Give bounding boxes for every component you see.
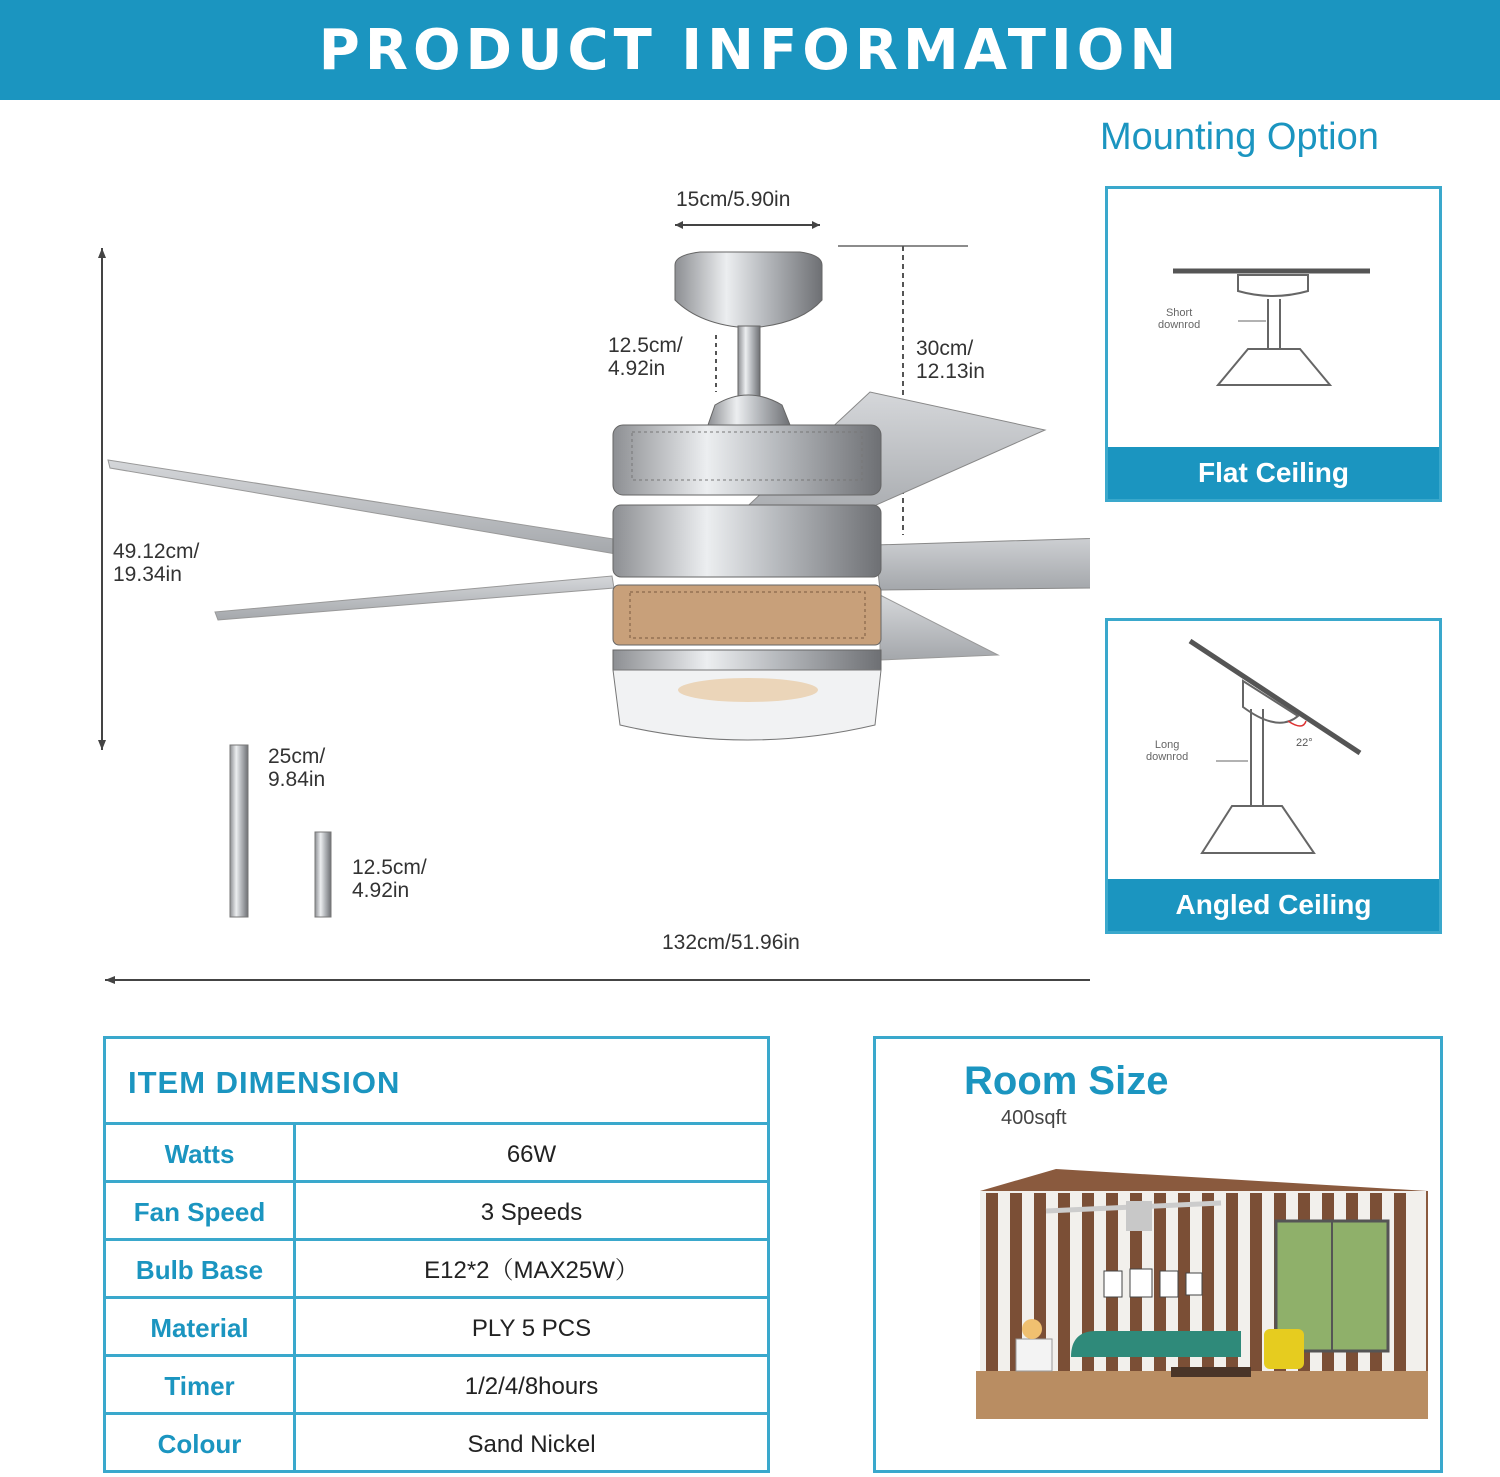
long-rod-label: 25cm/ 9.84in [268,745,326,791]
room-illustration [976,1161,1428,1421]
room-size-value: 400sqft [1001,1107,1067,1129]
angled-ceiling-card [1105,618,1442,934]
flat-ceiling-caption: Flat Ceiling [1108,447,1439,499]
row-label: Bulb Base [106,1241,296,1296]
table-row [106,1125,767,1183]
short-rod-label: 12.5cm/ 4.92in [352,856,427,902]
table-row [106,1183,767,1241]
table-row [106,1299,767,1357]
table-heading: ITEM DIMENSION [128,1065,401,1100]
room-title: Room Size [964,1059,1169,1103]
mounting-title: Mounting Option [1100,116,1379,158]
angle-label: 22° [1296,737,1313,749]
angled-ceiling-caption: Angled Ceiling [1108,879,1439,931]
room-size-card [873,1036,1443,1473]
top-width-label: 15cm/5.90in [676,188,791,211]
flat-ceiling-card [1105,186,1442,502]
table-row [106,1357,767,1415]
row-value: 1/2/4/8hours [464,1373,599,1400]
row-label: Timer [106,1357,296,1412]
row-value: 66W [506,1141,557,1168]
row-value: E12*2（MAX25W） [424,1257,639,1284]
span-label: 132cm/51.96in [662,931,800,954]
row-label: Fan Speed [106,1183,296,1238]
row-label: Watts [106,1125,296,1180]
total-height-label: 49.12cm/ 19.34in [113,540,200,586]
table-row [106,1241,767,1299]
row-label: Colour [106,1415,296,1473]
row-value: 3 Speeds [480,1199,583,1226]
item-dimension-table [103,1036,770,1473]
downrod-short-label: 12.5cm/ 4.92in [608,334,683,380]
page-title: PRODUCT INFORMATION [318,18,1182,83]
flat-note: Short downrod [1158,307,1201,331]
table-row [106,1415,767,1473]
row-label: Material [106,1299,296,1354]
row-value: PLY 5 PCS [471,1315,592,1342]
table-header [106,1039,767,1125]
row-value: Sand Nickel [467,1431,596,1458]
angled-note: Long downrod [1146,739,1189,763]
body-height-label: 30cm/ 12.13in [916,337,985,383]
